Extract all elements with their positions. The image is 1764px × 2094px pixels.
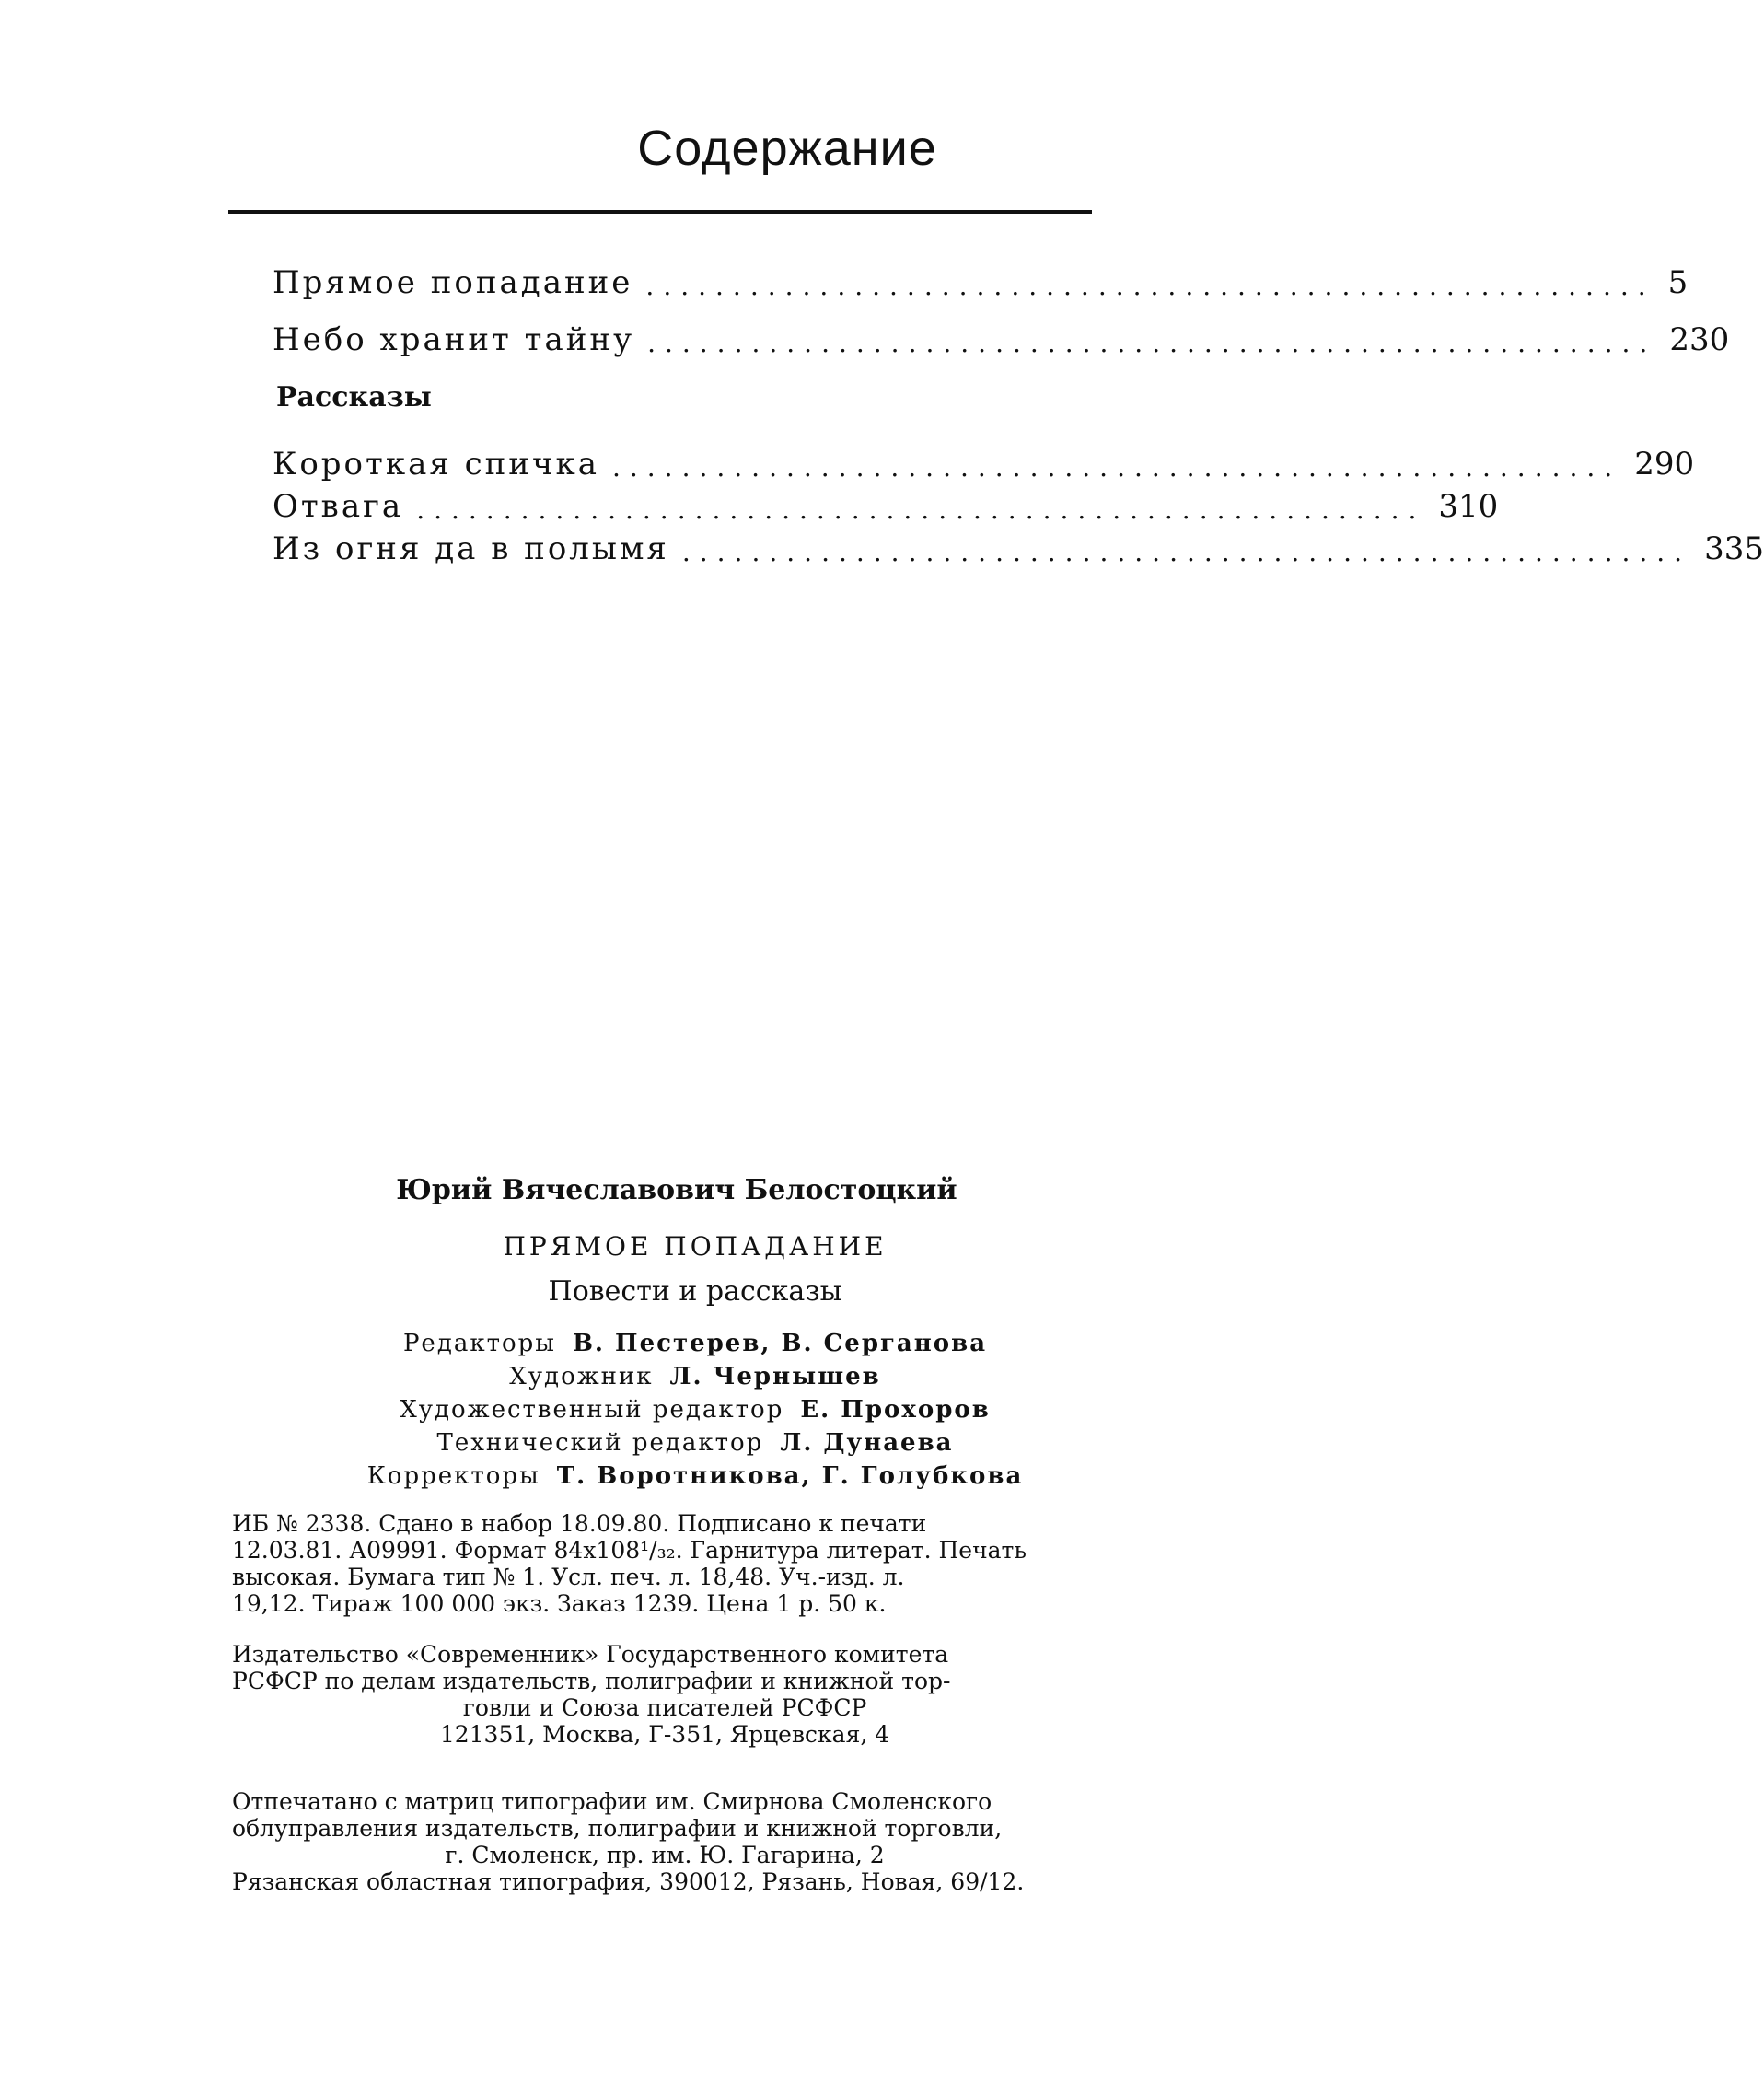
leader-dots: .......................................................... — [611, 452, 1622, 483]
toc-entry-title: Короткая спичка — [273, 446, 599, 483]
toc-title: Содержание — [637, 121, 937, 176]
credit-role: Корректоры — [366, 1462, 540, 1490]
printer-line: Рязанская областная типография, 390012, Рязань, Новая, 69/12. — [232, 1868, 1025, 1895]
credit-names: Е. Прохоров — [800, 1396, 991, 1424]
printer-details — [232, 1788, 1097, 1895]
credit-line — [0, 1462, 1353, 1490]
publisher-line: говли и Союза писателей РСФСР — [462, 1694, 867, 1721]
book-subtitle: Повести и рассказы — [548, 1275, 842, 1308]
publisher-details — [232, 1641, 1097, 1748]
printer-line: облуправления издательств, полиграфии и книжной торговли, — [232, 1815, 1003, 1842]
leader-dots: .......................................................... — [416, 494, 1426, 525]
credit-line — [0, 1363, 1353, 1390]
credit-names: В. Пестерев, В. Серганова — [572, 1330, 988, 1357]
leader-dots: .......................................................... — [645, 271, 1655, 301]
toc-entry-page: 5 — [1667, 264, 1689, 301]
toc-entry — [273, 484, 1499, 525]
credit-names: Л. Чернышев — [669, 1363, 881, 1390]
production-details — [232, 1510, 1097, 1617]
credit-line — [0, 1330, 1353, 1357]
toc-entry-page: 310 — [1438, 488, 1499, 525]
credit-names: Т. Воротникова, Г. Голубкова — [556, 1462, 1024, 1490]
credit-role: Художественный редактор — [400, 1396, 784, 1424]
toc-entry — [273, 261, 1689, 301]
credit-role: Редакторы — [402, 1330, 556, 1357]
toc-entry-title: Отвага — [273, 488, 404, 525]
toc-entry-title: Прямое попадание — [273, 264, 633, 301]
production-line: 19,12. Тираж 100 000 экз. Заказ 1239. Цена 1 р. 50 к. — [232, 1590, 887, 1617]
book-title: ПРЯМОЕ ПОПАДАНИЕ — [503, 1231, 888, 1262]
toc-entry — [273, 318, 1730, 358]
toc-section-heading: Рассказы — [276, 381, 432, 413]
leader-dots: .......................................................... — [647, 328, 1657, 358]
toc-entry-page: 335 — [1704, 530, 1764, 567]
printer-line: Отпечатано с матриц типографии им. Смирнова Смоленского — [232, 1788, 992, 1815]
credit-line — [0, 1396, 1353, 1424]
production-line: высокая. Бумага тип № 1. Усл. печ. л. 18,48. Уч.-изд. л. — [232, 1564, 905, 1590]
toc-entry — [273, 442, 1695, 483]
toc-entry-page: 290 — [1634, 446, 1695, 483]
production-line: 12.03.81. А09991. Формат 84x108¹/₃₂. Гарнитура литерат. Печать — [232, 1537, 1027, 1564]
toc-entry-title: Небо хранит тайну — [273, 321, 635, 358]
production-line: ИБ № 2338. Сдано в набор 18.09.80. Подписано к печати — [232, 1510, 927, 1537]
leader-dots: .......................................................... — [681, 537, 1692, 567]
publisher-line: РСФСР по делам издательств, полиграфии и книжной тор- — [232, 1668, 951, 1694]
author-name: Юрий Вячеславович Белостоцкий — [396, 1174, 957, 1206]
credit-role: Художник — [509, 1363, 654, 1390]
toc-entry — [273, 527, 1764, 567]
credit-line — [0, 1429, 1353, 1457]
publisher-line: Издательство «Современник» Государственного комитета — [232, 1641, 949, 1668]
toc-entry-page: 230 — [1669, 321, 1730, 358]
credit-names: Л. Дунаева — [780, 1429, 954, 1457]
credit-role: Технический редактор — [436, 1429, 764, 1457]
printer-line: г. Смоленск, пр. им. Ю. Гагарина, 2 — [445, 1842, 885, 1868]
publisher-line: 121351, Москва, Г-351, Ярцевская, 4 — [439, 1721, 890, 1748]
toc-entry-title: Из огня да в полымя — [273, 530, 669, 567]
toc-divider — [228, 210, 1092, 214]
